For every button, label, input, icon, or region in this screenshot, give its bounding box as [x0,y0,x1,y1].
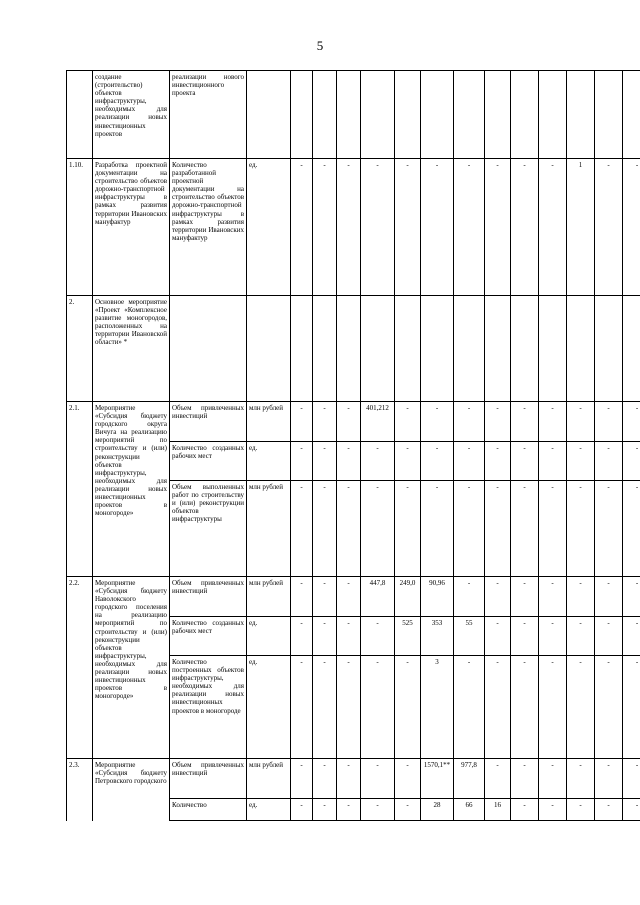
value-cell: 16 [485,799,511,821]
indicator-name: Количество разработанной проектной документации на строительство объектов дорожно-транспортной инфраструктуры в рамках развития территории Ивановских мануфактур [170,159,247,296]
value-cell [361,296,395,402]
value-cell [485,71,511,159]
value-cell [313,71,337,159]
value-cell: - [395,402,421,442]
indicator-name: Объем привлеченных инвестиций [170,759,247,799]
value-cell [421,71,454,159]
indicator-name: Количество построенных объектов инфраструктуры, необходимых для реализации новых инвестиционных проектов в моногороде [170,656,247,759]
value-cell: - [511,799,539,821]
row-number [67,71,93,159]
value-cell: - [337,442,361,481]
row-number: 2.1. [67,402,93,577]
value-cell: - [623,159,640,296]
value-cell: 66 [454,799,485,821]
value-cell: 3 [421,656,454,759]
value-cell: - [361,656,395,759]
unit-cell: млн рублей [247,481,291,577]
indicators-table [66,70,640,821]
activity-name: Мероприятие «Субсидия бюджету Петровского городского [93,759,170,821]
table-row [67,759,640,799]
value-cell: - [567,442,595,481]
indicator-name: Количество [170,799,247,821]
value-cell: - [539,159,567,296]
activity-name: Основное мероприятие «Проект «Комплексное развитие моногородов, расположенных на территории Ивановской области» * [93,296,170,402]
value-cell: - [539,759,567,799]
value-cell [395,71,421,159]
value-cell: - [595,799,623,821]
value-cell: - [395,799,421,821]
unit-cell [247,71,291,159]
value-cell: 401,212 [361,402,395,442]
value-cell: - [567,577,595,617]
value-cell [511,71,539,159]
table-row [67,71,640,159]
value-cell: - [539,402,567,442]
value-cell: - [395,442,421,481]
value-cell [485,296,511,402]
value-cell: - [421,442,454,481]
value-cell: - [485,481,511,577]
value-cell: - [313,799,337,821]
value-cell: - [454,442,485,481]
value-cell: - [421,481,454,577]
value-cell: - [313,759,337,799]
indicator-name: Количество созданных рабочих мест [170,442,247,481]
value-cell: - [395,159,421,296]
value-cell: - [567,402,595,442]
value-cell: - [337,481,361,577]
value-cell [623,296,640,402]
value-cell: - [454,577,485,617]
activity-name: создание (строительство) объектов инфраструктуры, необходимых для реализации новых инвестиционных проектов [93,71,170,159]
value-cell: - [567,617,595,656]
activity-name: Мероприятие «Субсидия бюджету Наволокского городского поселения на реализацию мероприятий по строительству и (или) реконструкции объектов инфраструктуры, необходимых для реализации новых инвестиционных проектов в моногороде» [93,577,170,759]
value-cell: - [291,799,313,821]
value-cell: - [291,759,313,799]
value-cell: - [511,577,539,617]
value-cell: - [539,577,567,617]
value-cell: 28 [421,799,454,821]
value-cell: - [361,481,395,577]
value-cell [313,296,337,402]
row-number: 2.2. [67,577,93,759]
value-cell: - [539,656,567,759]
value-cell: 525 [395,617,421,656]
value-cell [567,71,595,159]
unit-cell: млн рублей [247,577,291,617]
value-cell [623,71,640,159]
value-cell: - [623,577,640,617]
table-row [67,159,640,296]
value-cell: - [595,617,623,656]
unit-cell: ед. [247,159,291,296]
value-cell: - [454,159,485,296]
value-cell: - [567,481,595,577]
indicator-name: Количество созданных рабочих мест [170,617,247,656]
value-cell: 977,8 [454,759,485,799]
indicator-name: реализации нового инвестиционного проекта [170,71,247,159]
value-cell: - [454,656,485,759]
value-cell: - [485,402,511,442]
value-cell: - [337,402,361,442]
value-cell: - [313,481,337,577]
value-cell: - [361,759,395,799]
value-cell: - [291,577,313,617]
table-row [67,402,640,442]
value-cell: - [313,577,337,617]
value-cell: - [567,799,595,821]
value-cell: - [623,759,640,799]
value-cell: - [511,159,539,296]
value-cell: - [539,799,567,821]
indicator-name: Объем выполненных работ по строительству и (или) реконструкции объектов инфраструктуры [170,481,247,577]
value-cell: 353 [421,617,454,656]
value-cell: - [595,159,623,296]
value-cell: - [539,481,567,577]
value-cell: - [395,481,421,577]
value-cell: - [337,617,361,656]
value-cell [421,296,454,402]
value-cell: - [539,442,567,481]
value-cell [567,296,595,402]
value-cell [337,296,361,402]
value-cell: - [291,159,313,296]
value-cell [511,296,539,402]
value-cell: - [511,481,539,577]
row-number: 1.10. [67,159,93,296]
value-cell: 1 [567,159,595,296]
value-cell [539,71,567,159]
value-cell: - [539,617,567,656]
value-cell: - [337,577,361,617]
value-cell: - [511,442,539,481]
value-cell: - [421,402,454,442]
value-cell: - [595,577,623,617]
value-cell: - [454,481,485,577]
value-cell: - [623,442,640,481]
value-cell: - [595,402,623,442]
value-cell: - [361,159,395,296]
value-cell: - [511,656,539,759]
value-cell: - [623,799,640,821]
unit-cell: ед. [247,617,291,656]
value-cell: - [313,159,337,296]
value-cell [539,296,567,402]
indicator-name: Объем привлеченных инвестиций [170,402,247,442]
value-cell [395,296,421,402]
activity-name: Разработка проектной документации на строительство объектов дорожно-транспортной инфраструктуры в рамках развития территории Ивановских мануфактур [93,159,170,296]
value-cell: - [395,656,421,759]
value-cell: - [595,481,623,577]
value-cell: - [313,442,337,481]
value-cell: - [623,481,640,577]
indicator-name [170,296,247,402]
row-number: 2. [67,296,93,402]
activity-name: Мероприятие «Субсидия бюджету городского округа Вичуга на реализацию мероприятий по строительству и (или) реконструкции объектов инфраструктуры, необходимых для реализации новых инвестиционных проектов в моногороде» [93,402,170,577]
value-cell: - [485,617,511,656]
value-cell [291,71,313,159]
value-cell: - [361,799,395,821]
value-cell: - [595,442,623,481]
value-cell: - [595,759,623,799]
value-cell [361,71,395,159]
value-cell: 90,96 [421,577,454,617]
value-cell [595,296,623,402]
value-cell: - [337,799,361,821]
page-number: 5 [316,38,324,53]
value-cell [454,296,485,402]
value-cell: - [313,656,337,759]
unit-cell: млн рублей [247,759,291,799]
value-cell [337,71,361,159]
value-cell: - [454,402,485,442]
value-cell [291,296,313,402]
value-cell: - [485,577,511,617]
value-cell: - [337,759,361,799]
table-row [67,296,640,402]
value-cell: - [313,617,337,656]
value-cell: - [567,759,595,799]
value-cell: - [485,442,511,481]
unit-cell: млн рублей [247,402,291,442]
value-cell: - [291,617,313,656]
value-cell: - [485,656,511,759]
value-cell: - [485,159,511,296]
value-cell: - [421,159,454,296]
value-cell: - [313,402,337,442]
unit-cell: ед. [247,799,291,821]
value-cell: - [567,656,595,759]
value-cell: 447,8 [361,577,395,617]
value-cell: 249,0 [395,577,421,617]
unit-cell [247,296,291,402]
value-cell [595,71,623,159]
value-cell: - [511,759,539,799]
value-cell: - [337,159,361,296]
value-cell: - [511,402,539,442]
value-cell: 1570,1** [421,759,454,799]
value-cell: - [291,442,313,481]
value-cell: - [485,759,511,799]
unit-cell: ед. [247,442,291,481]
value-cell: - [595,656,623,759]
value-cell: - [291,656,313,759]
value-cell: - [291,481,313,577]
indicator-name: Объем привлеченных инвестиций [170,577,247,617]
value-cell: - [361,617,395,656]
value-cell: - [395,759,421,799]
value-cell: - [291,402,313,442]
row-number: 2.3. [67,759,93,821]
value-cell: - [623,617,640,656]
value-cell: - [337,656,361,759]
value-cell: 55 [454,617,485,656]
table-row [67,577,640,617]
value-cell: - [623,402,640,442]
value-cell: - [623,656,640,759]
value-cell: - [511,617,539,656]
value-cell [454,71,485,159]
unit-cell: ед. [247,656,291,759]
value-cell: - [361,442,395,481]
